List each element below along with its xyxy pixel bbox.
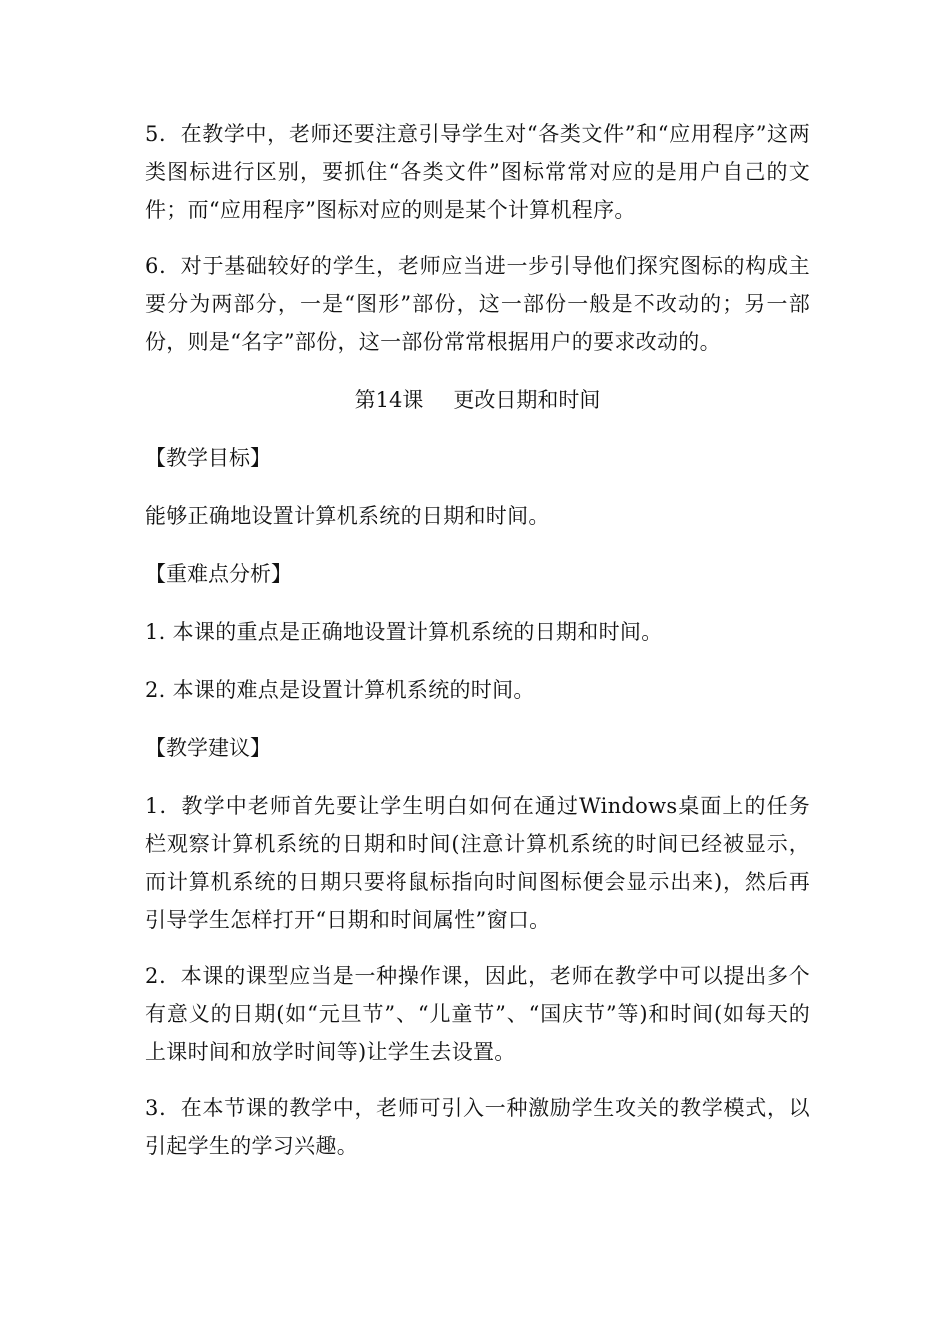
suggestions-label: 【教学建议】 [145,736,271,760]
suggestion-item: 3．在本节课的教学中，老师可引入一种激励学生攻关的教学模式，以引起学生的学习兴趣。 [145,1096,810,1158]
key-point-item: 2. 本课的难点是设置计算机系统的时间。 [145,678,535,702]
lesson-number: 第14课 [354,388,424,412]
paragraph-item-6: 6．对于基础较好的学生，老师应当进一步引导他们探究图标的构成主要分为两部分，一是“图形”部份，这一部份一般是不改动的；另一部份，则是“名字”部份，这一部份常常根据用户的要求改动的。 [145,254,810,354]
lesson-heading [145,381,810,419]
document-page [145,115,810,1165]
suggestion-item: 1．教学中老师首先要让学生明白如何在通过Windows桌面上的任务栏观察计算机系统的日期和时间(注意计算机系统的时间已经被显示，而计算机系统的日期只要将鼠标指向时间图标便会显示出来)，然后再引导学生怎样打开“日期和时间属性”窗口。 [145,794,810,932]
objectives-label: 【教学目标】 [145,446,271,470]
paragraph-item-5: 5．在教学中，老师还要注意引导学生对“各类文件”和“应用程序”这两类图标进行区别，要抓住“各类文件”图标常常对应的是用户自己的文件；而“应用程序”图标对应的则是某个计算机程序。 [145,122,810,222]
key-points-label: 【重难点分析】 [145,562,292,586]
objectives-text: 能够正确地设置计算机系统的日期和时间。 [145,504,550,528]
key-point-item: 1. 本课的重点是正确地设置计算机系统的日期和时间。 [145,620,663,644]
lesson-title: 更改日期和时间 [453,388,601,412]
suggestion-item: 2．本课的课型应当是一种操作课，因此，老师在教学中可以提出多个有意义的日期(如“元旦节”、“儿童节”、“国庆节”等)和时间(如每天的上课时间和放学时间等)让学生去设置。 [145,964,810,1064]
